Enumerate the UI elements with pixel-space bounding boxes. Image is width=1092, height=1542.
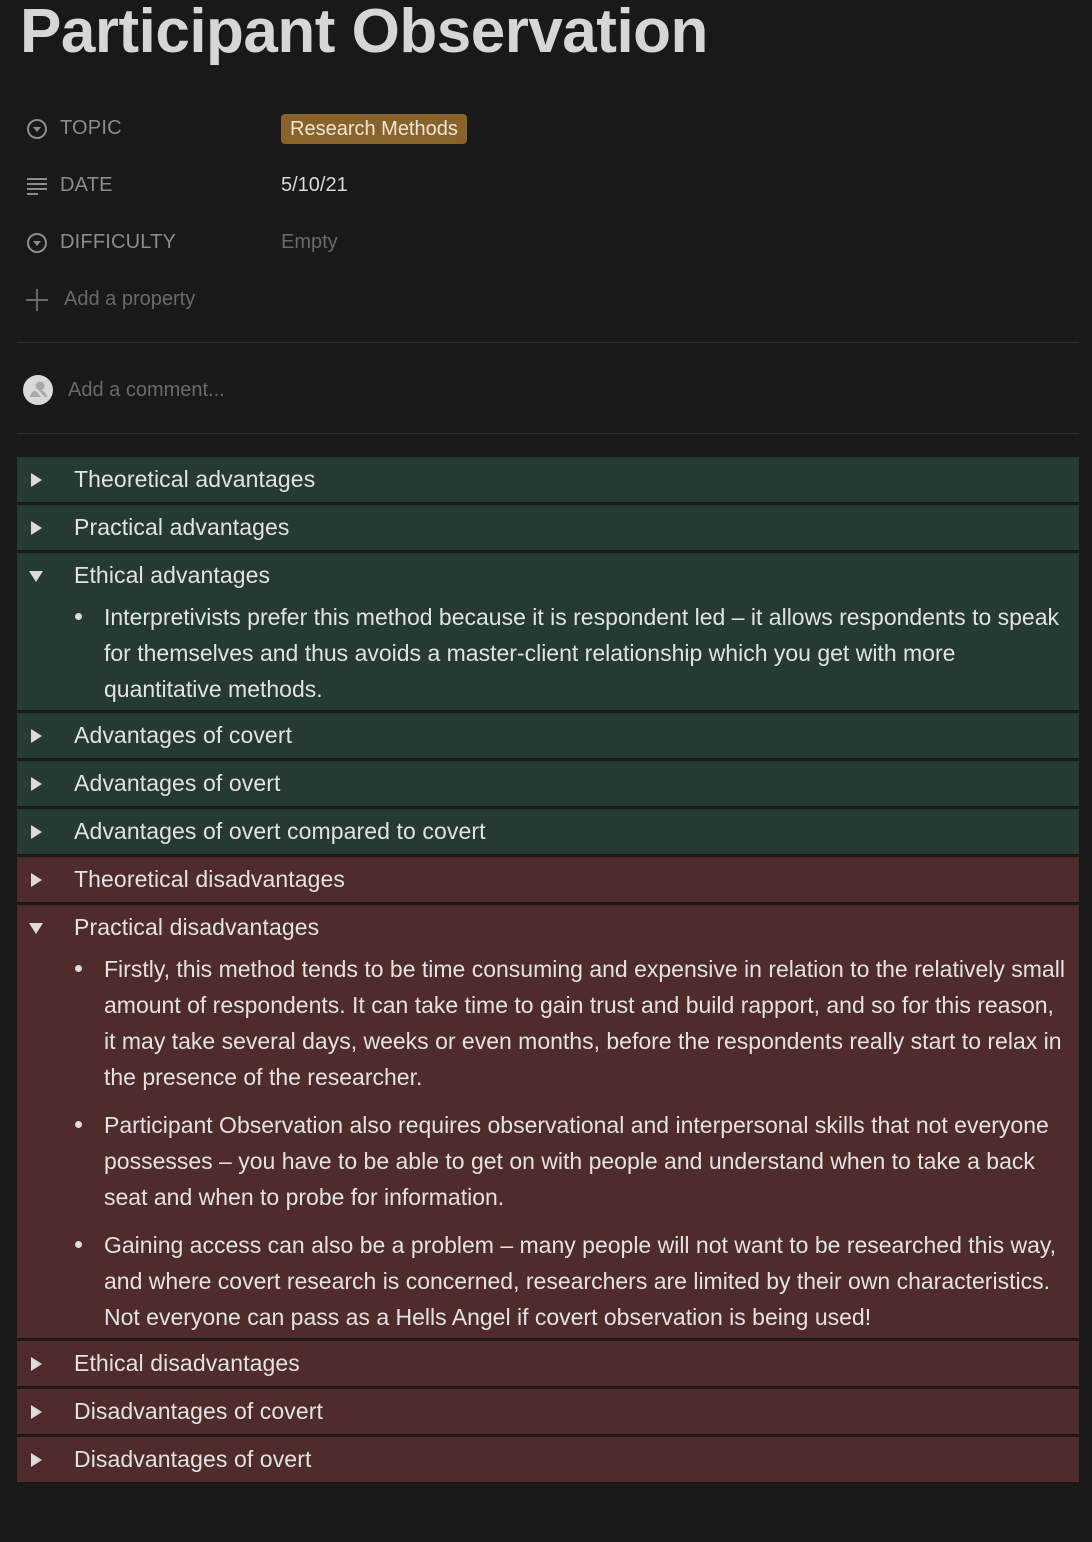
- page-title[interactable]: Participant Observation: [20, 0, 708, 66]
- bullet-item: [17, 1107, 1079, 1215]
- properties-panel: [22, 100, 1079, 328]
- toggle-block: [17, 553, 1079, 710]
- toggle-block: [17, 905, 1079, 1338]
- toggle-title: Ethical advantages: [74, 562, 271, 588]
- toggle-header[interactable]: [17, 1341, 1079, 1386]
- date-value[interactable]: 5/10/21: [281, 174, 348, 196]
- toggle-block: [17, 713, 1079, 758]
- bullet-dot-icon: [75, 613, 82, 620]
- difficulty-value[interactable]: Empty: [281, 231, 338, 253]
- toggle-title: Practical advantages: [74, 514, 290, 540]
- topic-tag: Research Methods: [281, 114, 467, 144]
- toggle-block: [17, 761, 1079, 806]
- property-label[interactable]: [22, 174, 281, 197]
- bullet-dot-icon: [75, 1121, 82, 1128]
- toggle-title: Ethical disadvantages: [74, 1350, 300, 1376]
- toggle-header[interactable]: [17, 713, 1079, 758]
- toggle-header[interactable]: [17, 905, 1079, 950]
- triangle-right-icon[interactable]: [29, 729, 43, 743]
- add-property-label: Add a property: [64, 288, 196, 310]
- triangle-right-icon[interactable]: [29, 777, 43, 791]
- triangle-right-icon[interactable]: [29, 1405, 43, 1419]
- toggle-title: Advantages of overt: [74, 770, 281, 796]
- bullet-dot-icon: [75, 1241, 82, 1248]
- toggle-block: [17, 457, 1079, 502]
- select-icon: [26, 118, 48, 140]
- bullet-item: [17, 1227, 1079, 1335]
- toggle-header[interactable]: [17, 857, 1079, 902]
- toggle-title: Disadvantages of covert: [74, 1398, 324, 1424]
- triangle-right-icon[interactable]: [29, 873, 43, 887]
- toggle-header[interactable]: [17, 1389, 1079, 1434]
- toggle-block: [17, 857, 1079, 902]
- plus-icon: [26, 289, 48, 311]
- toggle-header[interactable]: [17, 553, 1079, 598]
- triangle-right-icon[interactable]: [29, 473, 43, 487]
- triangle-right-icon[interactable]: [29, 1357, 43, 1371]
- triangle-right-icon[interactable]: [29, 825, 43, 839]
- toggle-title: Advantages of covert: [74, 722, 293, 748]
- text-lines-icon: [26, 175, 48, 197]
- toggle-block: [17, 505, 1079, 550]
- toggle-header[interactable]: [17, 1437, 1079, 1482]
- toggle-title: Theoretical advantages: [74, 466, 316, 492]
- avatar: [23, 375, 53, 405]
- property-label[interactable]: [22, 117, 281, 140]
- toggle-title: Disadvantages of overt: [74, 1446, 312, 1472]
- toggle-block: [17, 1341, 1079, 1386]
- select-icon: [26, 232, 48, 254]
- bullet-dot-icon: [75, 965, 82, 972]
- divider: [17, 433, 1079, 434]
- toggle-title: Theoretical disadvantages: [74, 866, 345, 892]
- bullet-text[interactable]: Participant Observation also requires observational and interpersonal skills that not everyone possesses – you have to be able to get on with people and understand when to take a back seat and when to probe for information.: [104, 1112, 1049, 1210]
- property-label-text: DATE: [60, 174, 113, 196]
- property-label-text: TOPIC: [60, 117, 122, 139]
- property-label-text: DIFFICULTY: [60, 231, 177, 253]
- toggle-list: [17, 457, 1079, 1485]
- triangle-down-icon[interactable]: [29, 922, 43, 934]
- property-date: [22, 157, 1079, 214]
- toggle-block: [17, 1389, 1079, 1434]
- divider: [17, 342, 1079, 343]
- bullet-item: [17, 599, 1079, 707]
- toggle-header[interactable]: [17, 457, 1079, 502]
- toggle-title: Practical disadvantages: [74, 914, 320, 940]
- comment-input[interactable]: [68, 379, 668, 402]
- bullet-text[interactable]: Gaining access can also be a problem – many people will not want to be researched this way, and where covert research is concerned, researchers are limited by their own characteristics. Not everyone can pass as a Hells Angel if covert observation is being used!: [104, 1232, 1057, 1330]
- toggle-header[interactable]: [17, 505, 1079, 550]
- comment-row: [23, 374, 668, 406]
- bullet-item: [17, 951, 1079, 1095]
- property-label[interactable]: [22, 231, 281, 254]
- add-property-button[interactable]: [22, 271, 1079, 328]
- bullet-text[interactable]: Interpretivists prefer this method because it is respondent led – it allows respondents to speak for themselves and thus avoids a master-client relationship which you get with more quantitative methods.: [104, 604, 1060, 702]
- triangle-right-icon[interactable]: [29, 521, 43, 535]
- toggle-header[interactable]: [17, 761, 1079, 806]
- property-value[interactable]: [281, 114, 467, 144]
- triangle-right-icon[interactable]: [29, 1453, 43, 1467]
- triangle-down-icon[interactable]: [29, 570, 43, 582]
- bullet-text[interactable]: Firstly, this method tends to be time consuming and expensive in relation to the relatively small amount of respondents. It can take time to gain trust and build rapport, and so for this reason, it may take several days, weeks or even months, before the respondents really start to relax in the presence of the researcher.: [104, 956, 1065, 1090]
- toggle-title: Advantages of overt compared to covert: [74, 818, 486, 844]
- toggle-content: [17, 598, 1079, 710]
- toggle-block: [17, 1437, 1079, 1482]
- toggle-header[interactable]: [17, 809, 1079, 854]
- property-difficulty: [22, 214, 1079, 271]
- toggle-block: [17, 809, 1079, 854]
- toggle-content: [17, 950, 1079, 1338]
- property-topic: [22, 100, 1079, 157]
